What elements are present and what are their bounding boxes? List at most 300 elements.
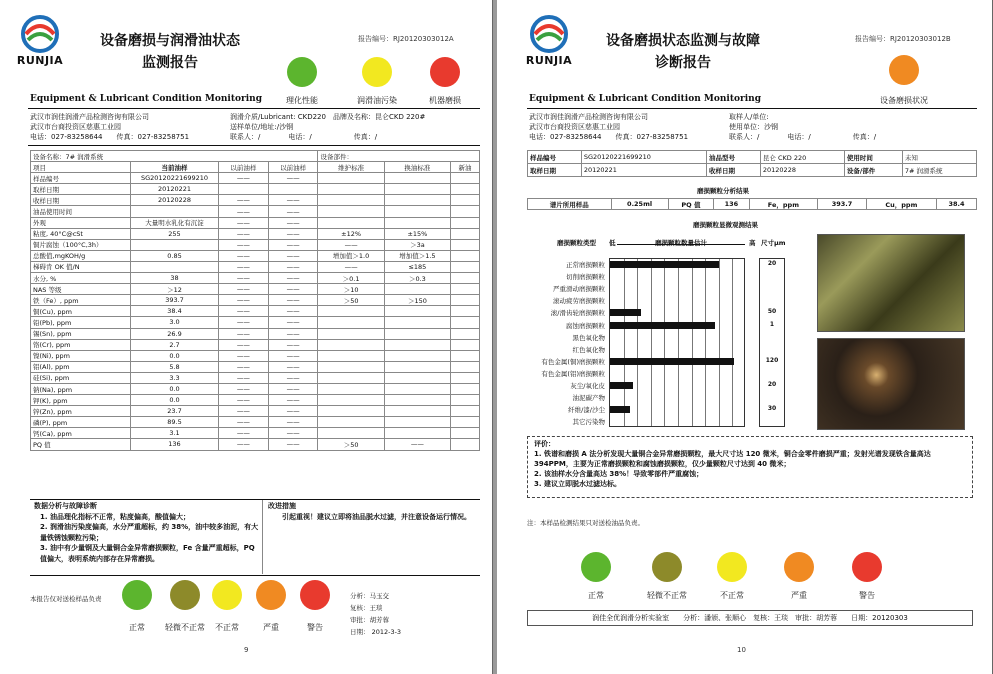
table-cell — [451, 195, 480, 206]
table-cell: —— — [268, 206, 318, 217]
indicator-label: 机器磨损 — [429, 96, 461, 105]
table-cell — [451, 273, 480, 284]
eval-item: 2. 该油样水分含量高达 38%！导致零部件严重腐蚀； — [534, 470, 704, 478]
divider — [28, 108, 480, 109]
company-address: 武汉市台商投资区慈惠工业园 — [30, 123, 121, 131]
table-cell: 0.0 — [131, 350, 219, 361]
table-cell — [131, 239, 219, 250]
table-cell — [451, 417, 480, 428]
approver: 审批：胡芳蓉 — [350, 616, 389, 624]
table-row — [31, 417, 480, 428]
table-cell: ±12% — [318, 228, 384, 239]
table-cell: 0.25ml — [611, 199, 668, 210]
table-cell: 0.85 — [131, 250, 219, 261]
indicator-label: 润滑油污染 — [357, 96, 397, 105]
table-cell — [451, 372, 480, 383]
table-cell — [451, 228, 480, 239]
status-dot-warning — [852, 552, 882, 582]
status-dot-abnormal — [717, 552, 747, 582]
table-row — [31, 295, 480, 306]
table-cell: ±15% — [384, 228, 450, 239]
table-row — [31, 339, 480, 350]
table-cell — [451, 217, 480, 228]
table-cell: —— — [219, 439, 269, 450]
table-row — [31, 439, 480, 450]
table-cell: —— — [219, 339, 269, 350]
table-cell — [451, 383, 480, 394]
table-cell: —— — [268, 295, 318, 306]
table-row — [31, 361, 480, 372]
table-cell: 20120221 — [131, 184, 219, 195]
status-label: 轻微不正常 — [647, 591, 687, 600]
company-name: 武汉市润佳润滑产品检测咨询有限公司 — [529, 113, 648, 121]
table-cell — [384, 361, 450, 372]
table-cell: 3.0 — [131, 317, 219, 328]
report-number: 报告编号：RJ20120303012A — [358, 35, 454, 43]
chart-est-label: 磨损颗粒数量估计 — [655, 239, 707, 247]
column-header: 新油 — [451, 162, 480, 173]
particle-bar — [610, 261, 719, 268]
table-cell: —— — [219, 395, 269, 406]
table-cell — [131, 261, 219, 272]
table-row — [31, 273, 480, 284]
chart-low-label: 低 — [609, 239, 616, 247]
table-cell: —— — [384, 439, 450, 450]
divider — [28, 145, 480, 146]
table-cell: —— — [219, 284, 269, 295]
table-cell — [451, 261, 480, 272]
particle-size-value: 20 — [767, 381, 777, 388]
particle-bar — [610, 322, 715, 329]
table-cell: PQ 值 — [31, 439, 131, 450]
table-cell: —— — [268, 228, 318, 239]
table-cell — [451, 206, 480, 217]
table-row — [31, 261, 480, 272]
table-cell: 393.7 — [818, 199, 867, 210]
table-cell — [451, 295, 480, 306]
grid-line — [678, 259, 679, 426]
table-cell: —— — [219, 372, 269, 383]
table-row — [31, 306, 480, 317]
table-cell: 136 — [131, 439, 219, 450]
english-title: Equipment & Lubricant Condition Monitoring — [529, 94, 761, 104]
table-cell — [318, 173, 384, 184]
company-name: 武汉市润佳润滑产品检测咨询有限公司 — [30, 113, 149, 121]
company-info — [529, 112, 688, 142]
table-cell: 总酸值,mgKOH/g — [31, 250, 131, 261]
table-cell: ＞50 — [318, 295, 384, 306]
table-cell: 20120228 — [760, 164, 844, 177]
table-cell: 0.0 — [131, 383, 219, 394]
table-cell: 7# 润滑系统 — [902, 164, 976, 177]
report-page-left — [0, 0, 493, 674]
table-cell: 增加值＞1.0 — [318, 250, 384, 261]
table-cell: 钠(Na), ppm — [31, 383, 131, 394]
table-cell: —— — [268, 339, 318, 350]
table-cell — [451, 173, 480, 184]
sender-unit: 送样单位/地址:/沙钢 — [230, 123, 294, 131]
table-cell: 393.7 — [131, 295, 219, 306]
table-cell: —— — [219, 317, 269, 328]
particle-type-label: 正常磨损颗粒 — [566, 261, 605, 269]
table-cell: —— — [318, 239, 384, 250]
table-cell: 油品型号 — [707, 151, 761, 164]
table-cell: 3.3 — [131, 372, 219, 383]
table-cell: 增加值＞1.5 — [384, 250, 450, 261]
ferro-title: 磨损颗粒显微观测结果 — [693, 221, 758, 229]
table-cell — [384, 372, 450, 383]
column-header: 当前油样 — [131, 162, 219, 173]
table-cell: 样品编号 — [31, 173, 131, 184]
report-page-right — [497, 0, 993, 674]
table-cell — [318, 406, 384, 417]
status-dot-abnormal — [212, 580, 242, 610]
table-cell: 255 — [131, 228, 219, 239]
table-cell: —— — [268, 383, 318, 394]
table-cell: 26.9 — [131, 328, 219, 339]
table-cell — [318, 428, 384, 439]
table-cell — [451, 306, 480, 317]
table-row — [31, 250, 480, 261]
table-cell: 硅(Si), ppm — [31, 372, 131, 383]
status-label: 正常 — [129, 623, 145, 632]
table-cell: 38.4 — [131, 306, 219, 317]
eval-item: 1. 铁谱和磨损 A 法分析发现大量铜合金异常磨损颗粒，最大尺寸达 120 微米，铜合金零件磨损严重；发射光谱发现铁含量高达 394PPM，主要为正常磨损颗粒和腐蚀磨损颗粒，仅少量颗粒尺寸达到 40 微米； — [534, 450, 931, 468]
particle-size-value: 50 — [767, 308, 777, 316]
particle-bar — [610, 358, 734, 365]
table-cell: 镍(Ni), ppm — [31, 350, 131, 361]
contact-phone: 电话：/ — [787, 133, 811, 141]
table-row — [31, 428, 480, 439]
company-address: 武汉市台商投资区慈惠工业园 — [529, 123, 620, 131]
report-title — [583, 30, 783, 74]
table-cell: 铬(Cr), ppm — [31, 339, 131, 350]
sample-table — [527, 150, 977, 177]
table-cell — [384, 350, 450, 361]
chart-high-label: 高 — [749, 239, 756, 247]
table-cell — [318, 206, 384, 217]
particle-size-value: 120 — [765, 356, 779, 364]
table-cell: —— — [318, 261, 384, 272]
table-row — [31, 173, 480, 184]
table-cell — [318, 350, 384, 361]
table-cell — [318, 217, 384, 228]
table-cell: 外观 — [31, 217, 131, 228]
table-cell: 23.7 — [131, 406, 219, 417]
table-cell: 0.0 — [131, 395, 219, 406]
logo-text: RUNJIA — [525, 54, 573, 67]
table-cell — [384, 284, 450, 295]
reviewer: 复核：王琰 — [350, 604, 383, 612]
company-info — [30, 112, 189, 142]
table-cell: 锡(Sn), ppm — [31, 328, 131, 339]
particle-bar — [610, 309, 641, 316]
table-cell: —— — [268, 306, 318, 317]
lab-footer: 润佳全优润滑分析实验室 分析：潘颁、张顺心 复核：王琰 审批：胡芳蓉 日期：20120303 — [527, 610, 973, 626]
table-cell: —— — [268, 395, 318, 406]
table-cell: —— — [219, 428, 269, 439]
size-column — [759, 258, 785, 427]
table-cell: —— — [268, 284, 318, 295]
company-fax: 传真：027-83258751 — [615, 133, 689, 141]
table-cell: 使用时间 — [844, 151, 902, 164]
table-cell: ＞3a — [384, 239, 450, 250]
table-cell: —— — [268, 328, 318, 339]
particle-type-label: 腐蚀磨损颗粒 — [566, 321, 605, 330]
particle-size-value: 1 — [769, 320, 775, 328]
table-cell: —— — [268, 261, 318, 272]
table-cell: 谱片所用样品 — [528, 199, 612, 210]
analysis-title: 数据分析与故障诊断 — [34, 502, 97, 510]
table-cell — [451, 239, 480, 250]
ferrograph-image-2 — [817, 338, 965, 430]
report-title — [80, 30, 260, 74]
analysis-item: 1. 油品理化指标不正常，粘度偏高，酸值偏大； — [40, 512, 190, 521]
table-cell: 铁（Fe）, ppm — [31, 295, 131, 306]
table-cell: —— — [219, 217, 269, 228]
table-cell: —— — [219, 228, 269, 239]
table-cell: —— — [268, 239, 318, 250]
table-cell: ＞0.1 — [318, 273, 384, 284]
table-cell — [451, 395, 480, 406]
chart-size-label: 尺寸μm — [761, 239, 786, 247]
wear-summary-row — [528, 199, 977, 210]
table-cell: —— — [219, 328, 269, 339]
table-cell: —— — [219, 173, 269, 184]
table-cell — [219, 184, 269, 195]
runjia-logo — [523, 14, 575, 67]
table-cell: 设备/部件 — [844, 164, 902, 177]
table-cell — [451, 339, 480, 350]
table-cell — [451, 350, 480, 361]
table-cell — [451, 250, 480, 261]
table-cell — [451, 406, 480, 417]
particle-bar — [610, 406, 630, 413]
grid-line — [624, 259, 625, 426]
table-cell: —— — [219, 206, 269, 217]
table-cell: 取样日期 — [528, 164, 582, 177]
table-cell: 粘度, 40°C@cSt — [31, 228, 131, 239]
status-label: 严重 — [263, 623, 279, 632]
table-cell: —— — [268, 406, 318, 417]
user-unit: 使用单位：沙钢 — [729, 123, 778, 131]
measures-title: 改进措施 — [268, 502, 296, 510]
table-cell: 未知 — [902, 151, 976, 164]
table-cell: —— — [268, 317, 318, 328]
column-header: 以前油样 — [268, 162, 318, 173]
table-cell — [318, 195, 384, 206]
table-cell — [318, 339, 384, 350]
eval-title: 评价： — [534, 440, 555, 448]
analysis-item: 2. 润滑油污染度偏高，水分严重超标，约 38%，油中较多油泥，有大量铁锈蚀颗粒污染； — [40, 523, 259, 542]
table-cell — [384, 206, 450, 217]
table-row — [31, 184, 480, 195]
table-row — [31, 350, 480, 361]
table-cell — [318, 328, 384, 339]
column-header: 项目 — [31, 162, 131, 173]
table-cell: 38.4 — [936, 199, 976, 210]
table-row — [31, 228, 480, 239]
contact-person: 联系人：/ — [729, 133, 760, 141]
grid-line — [692, 259, 693, 426]
table-cell — [318, 306, 384, 317]
title-line2: 诊断报告 — [655, 55, 711, 71]
table-row — [528, 164, 977, 177]
divider — [262, 500, 263, 574]
note: 注：本样品检测结果只对送检油品负责。 — [527, 519, 644, 527]
table-cell: —— — [219, 417, 269, 428]
table-cell: —— — [219, 350, 269, 361]
table-cell: 锌(Zn), ppm — [31, 406, 131, 417]
table-cell: —— — [268, 372, 318, 383]
table-cell — [268, 184, 318, 195]
particle-type-label: 纤维/漆/沙尘 — [568, 406, 605, 415]
table-cell: 5.8 — [131, 361, 219, 372]
logo-text: RUNJIA — [16, 54, 64, 67]
divider — [30, 499, 480, 500]
table-cell: —— — [219, 261, 269, 272]
table-cell: Fe，ppm — [749, 199, 818, 210]
equipment-name: 设备名称：7# 润滑系统 — [31, 151, 318, 162]
status-dot-severe — [256, 580, 286, 610]
measures-text: 引起重视！建议立即将油品脱水过滤，并注意设备运行情况。 — [282, 512, 471, 521]
table-cell: SG20120221699210 — [581, 151, 706, 164]
status-dot-warning — [300, 580, 330, 610]
table-cell — [384, 317, 450, 328]
table-cell: ＞0.3 — [384, 273, 450, 284]
company-fax: 传真：027-83258751 — [116, 133, 190, 141]
table-cell: —— — [219, 406, 269, 417]
table-cell — [384, 428, 450, 439]
table-cell — [384, 395, 450, 406]
equipment-part: 设备部件： — [318, 151, 480, 162]
table-cell: —— — [268, 250, 318, 261]
table-cell — [318, 317, 384, 328]
table-cell: 钾(K), ppm — [31, 395, 131, 406]
table-cell — [451, 428, 480, 439]
status-dot-normal — [122, 580, 152, 610]
table-cell: 钙(Ca), ppm — [31, 428, 131, 439]
chart-arrow — [617, 244, 745, 245]
table-row — [31, 284, 480, 295]
analyst: 分析：马玉交 — [350, 592, 389, 600]
table-row — [31, 217, 480, 228]
particle-type-label: 其它污染物 — [572, 418, 605, 427]
table-cell — [451, 328, 480, 339]
table-cell: —— — [268, 173, 318, 184]
table-cell: —— — [219, 295, 269, 306]
table-row — [31, 328, 480, 339]
status-label: 不正常 — [215, 623, 239, 632]
table-cell — [451, 184, 480, 195]
company-tel: 电话：027-83258644 — [529, 133, 602, 141]
contact-person: 联系人：/ — [230, 133, 261, 141]
table-cell: 铜(Cu), ppm — [31, 306, 131, 317]
particle-type-label: 滚动疲劳磨损颗粒 — [553, 297, 605, 306]
table-row — [31, 383, 480, 394]
table-cell: Cu，ppm — [866, 199, 936, 210]
table-cell: —— — [268, 273, 318, 284]
table-cell: 3.1 — [131, 428, 219, 439]
table-cell — [451, 439, 480, 450]
table-cell — [384, 306, 450, 317]
particle-type-label: 有色金属(铝)磨损颗粒 — [541, 369, 605, 378]
table-cell: —— — [219, 361, 269, 372]
grid-line — [705, 259, 706, 426]
table-cell: —— — [219, 195, 269, 206]
table-cell: —— — [268, 417, 318, 428]
table-cell — [384, 406, 450, 417]
table-cell: 收样日期 — [31, 195, 131, 206]
chart-type-header: 磨损颗粒类型 — [557, 239, 596, 247]
status-dot-normal — [581, 552, 611, 582]
grid-line — [719, 259, 720, 426]
table-cell: —— — [268, 195, 318, 206]
table-cell: 铅(Pb), ppm — [31, 317, 131, 328]
indicator-dot-wear — [430, 57, 460, 87]
table-cell: 20120221 — [581, 164, 706, 177]
column-header: 换油标准 — [384, 162, 450, 173]
contact-phone: 电话：/ — [288, 133, 312, 141]
table-cell — [384, 417, 450, 428]
eval-item: 3. 建议立即脱水过滤达标。 — [534, 480, 621, 488]
table-cell: 水分, % — [31, 273, 131, 284]
particle-type-label: 有色金属(铜)磨损颗粒 — [541, 357, 605, 366]
table-cell: 油品使用时间 — [31, 206, 131, 217]
divider — [527, 108, 977, 109]
status-dot-slight — [652, 552, 682, 582]
table-cell: 铜片腐蚀（100°C,3h） — [31, 239, 131, 250]
runjia-logo-icon — [18, 14, 62, 54]
table-cell — [384, 195, 450, 206]
table-cell: 大量明水乳化有沉淀 — [131, 217, 219, 228]
grid-line — [664, 259, 665, 426]
table-cell: 38 — [131, 273, 219, 284]
signatures — [350, 590, 401, 638]
table-cell — [384, 383, 450, 394]
english-title: Equipment & Lubricant Condition Monitoring — [30, 94, 262, 104]
measures-section — [268, 501, 473, 522]
page-number: 9 — [244, 646, 249, 654]
table-cell — [131, 206, 219, 217]
runjia-logo — [14, 14, 66, 67]
particle-bar — [610, 382, 633, 389]
table-cell: 铝(Al), ppm — [31, 361, 131, 372]
status-label: 警告 — [307, 623, 323, 632]
table-cell — [318, 184, 384, 195]
table-row — [31, 195, 480, 206]
contact-fax: 传真：/ — [852, 133, 877, 141]
table-cell: —— — [219, 273, 269, 284]
divider — [30, 575, 480, 576]
page-number: 10 — [737, 646, 746, 654]
table-cell — [318, 395, 384, 406]
table-row — [31, 317, 480, 328]
table-cell — [318, 383, 384, 394]
table-cell: —— — [268, 361, 318, 372]
status-label: 轻微不正常 — [165, 623, 205, 632]
table-row — [31, 206, 480, 217]
status-dot-slight — [170, 580, 200, 610]
particle-type-label: 滚/滑齿轮磨损颗粒 — [550, 309, 605, 318]
status-label: 严重 — [791, 591, 807, 600]
table-cell: 昆仑 CKD 220 — [760, 151, 844, 164]
table-header-row — [31, 162, 480, 173]
wear-summary-table — [527, 198, 977, 210]
table-cell: 136 — [714, 199, 749, 210]
particle-type-label: 油泥碳产物 — [572, 394, 605, 403]
table-cell: —— — [219, 306, 269, 317]
